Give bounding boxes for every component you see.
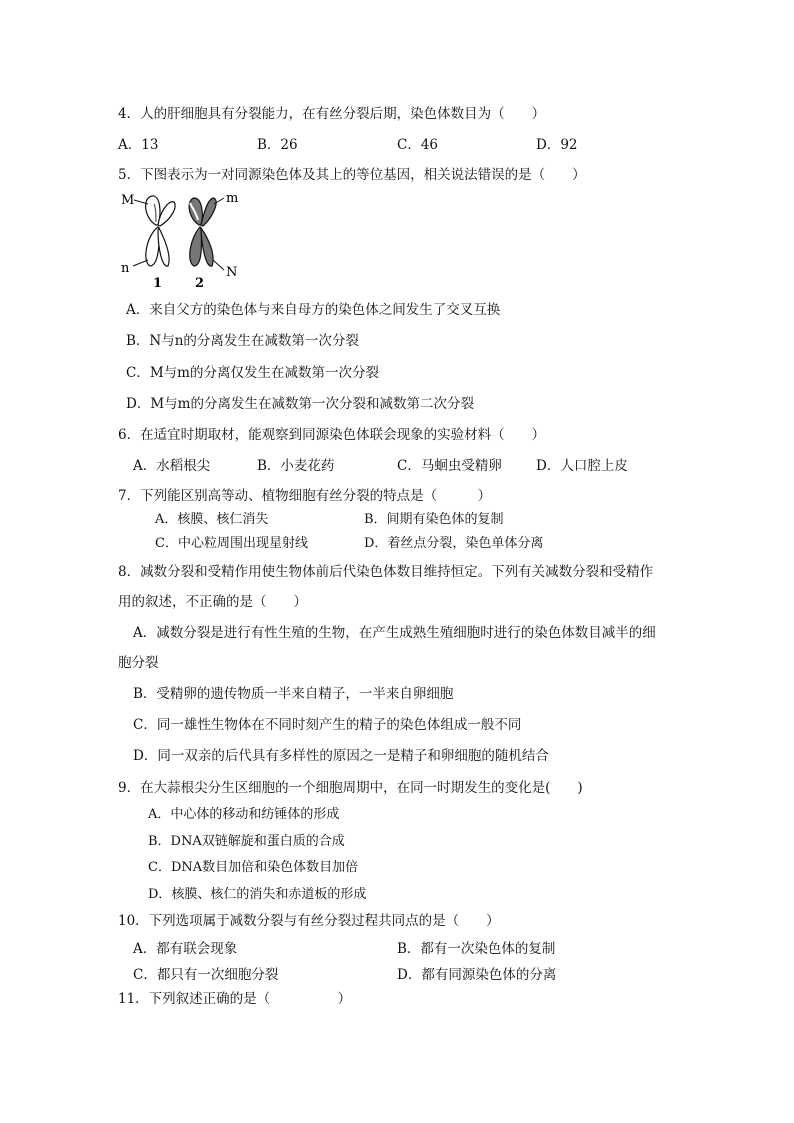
q6-option-b: B．小麦花药 [257, 458, 335, 474]
q6-option-a: A．水稻根尖 [133, 458, 211, 474]
label-n: n [121, 261, 130, 276]
label-line-n [133, 260, 148, 266]
q6-option-d: D．人口腔上皮 [536, 458, 628, 474]
label-m: m [226, 191, 239, 206]
q10-stem: 10．下列选项属于减数分裂与有丝分裂过程共同点的是（ ） [118, 913, 500, 929]
q5-option-c: C．M与m的分离仅发生在减数第一次分裂 [126, 365, 379, 381]
q5-stem: 5．下图表示为一对同源染色体及其上的等位基因，相关说法错误的是（ ） [118, 167, 586, 183]
q4-option-a: A．13 [118, 137, 159, 153]
q7-option-b: B．间期有染色体的复制 [364, 512, 504, 527]
q6-stem: 6．在适宜时期取材，能观察到同源染色体联会现象的实验材料（ ） [118, 427, 546, 443]
q8-option-b: B．受精卵的遗传物质一半来自精子，一半来自卵细胞 [133, 686, 454, 702]
label-1: 1 [153, 276, 163, 290]
q6-option-c: C．马蛔虫受精卵 [397, 458, 502, 474]
q5-option-d: D．M与m的分离发生在减数第一次分裂和减数第二次分裂 [126, 396, 474, 412]
q10-option-a: A．都有联会现象 [133, 941, 238, 957]
q7-option-c: C．中心粒周围出现星射线 [155, 536, 308, 551]
q9-option-c: C．DNA数目加倍和染色体数目加倍 [148, 860, 359, 875]
q10-option-c: C．都只有一次细胞分裂 [133, 967, 279, 983]
q7-option-d: D．着丝点分裂，染色单体分离 [364, 536, 544, 551]
q4-option-d: D．92 [536, 137, 578, 153]
label-N: N [226, 265, 238, 280]
q4-option-c: C．46 [397, 137, 439, 153]
q8-option-a-line1: A．减数分裂是进行有性生殖的生物，在产生成熟生殖细胞时进行的染色体数目减半的细 [133, 625, 656, 641]
homologous-chromosome-figure [116, 190, 246, 290]
q8-option-c: C．同一雄性生物体在不同时刻产生的精子的染色体组成一般不同 [133, 717, 522, 733]
q4-option-b: B．26 [257, 137, 298, 153]
q8-stem-line1: 8．减数分裂和受精作用使生物体前后代染色体数目维持恒定。下列有关减数分裂和受精作 [118, 564, 654, 580]
q8-option-a-line2: 胞分裂 [118, 655, 159, 671]
q9-option-b: B．DNA双链解旋和蛋白质的合成 [148, 834, 345, 849]
q9-option-d: D．核膜、核仁的消失和赤道板的形成 [148, 887, 367, 902]
q5-option-b: B．N与n的分离发生在减数第一次分裂 [126, 333, 359, 349]
q8-stem-line2: 用的叙述，不正确的是（ ） [118, 594, 307, 610]
q10-option-d: D．都有同源染色体的分离 [397, 967, 557, 983]
label-line-N [213, 260, 224, 270]
q9-option-a: A．中心体的移动和纺锤体的形成 [148, 807, 340, 822]
label-2: 2 [195, 276, 205, 290]
q10-option-b: B．都有一次染色体的复制 [397, 941, 556, 957]
q5-option-a: A．来自父方的染色体与来自母方的染色体之间发生了交叉互换 [126, 302, 501, 318]
q7-stem: 7．下列能区别高等动、植物细胞有丝分裂的特点是（ ） [118, 488, 492, 504]
chromosome-1 [146, 196, 175, 266]
q9-stem: 9．在大蒜根尖分生区细胞的一个细胞周期中，在同一时期发生的变化是( ) [118, 780, 583, 796]
q8-option-d: D．同一双亲的后代具有多样性的原因之一是精子和卵细胞的随机结合 [133, 748, 549, 764]
label-M: M [121, 193, 135, 208]
q4-stem: 4．人的肝细胞具有分裂能力，在有丝分裂后期，染色体数目为（ ） [118, 106, 546, 122]
chromosome-2 [189, 198, 216, 266]
q11-stem: 11．下列叙述正确的是（ ） [118, 991, 352, 1007]
q7-option-a: A．核膜、核仁消失 [155, 512, 269, 527]
